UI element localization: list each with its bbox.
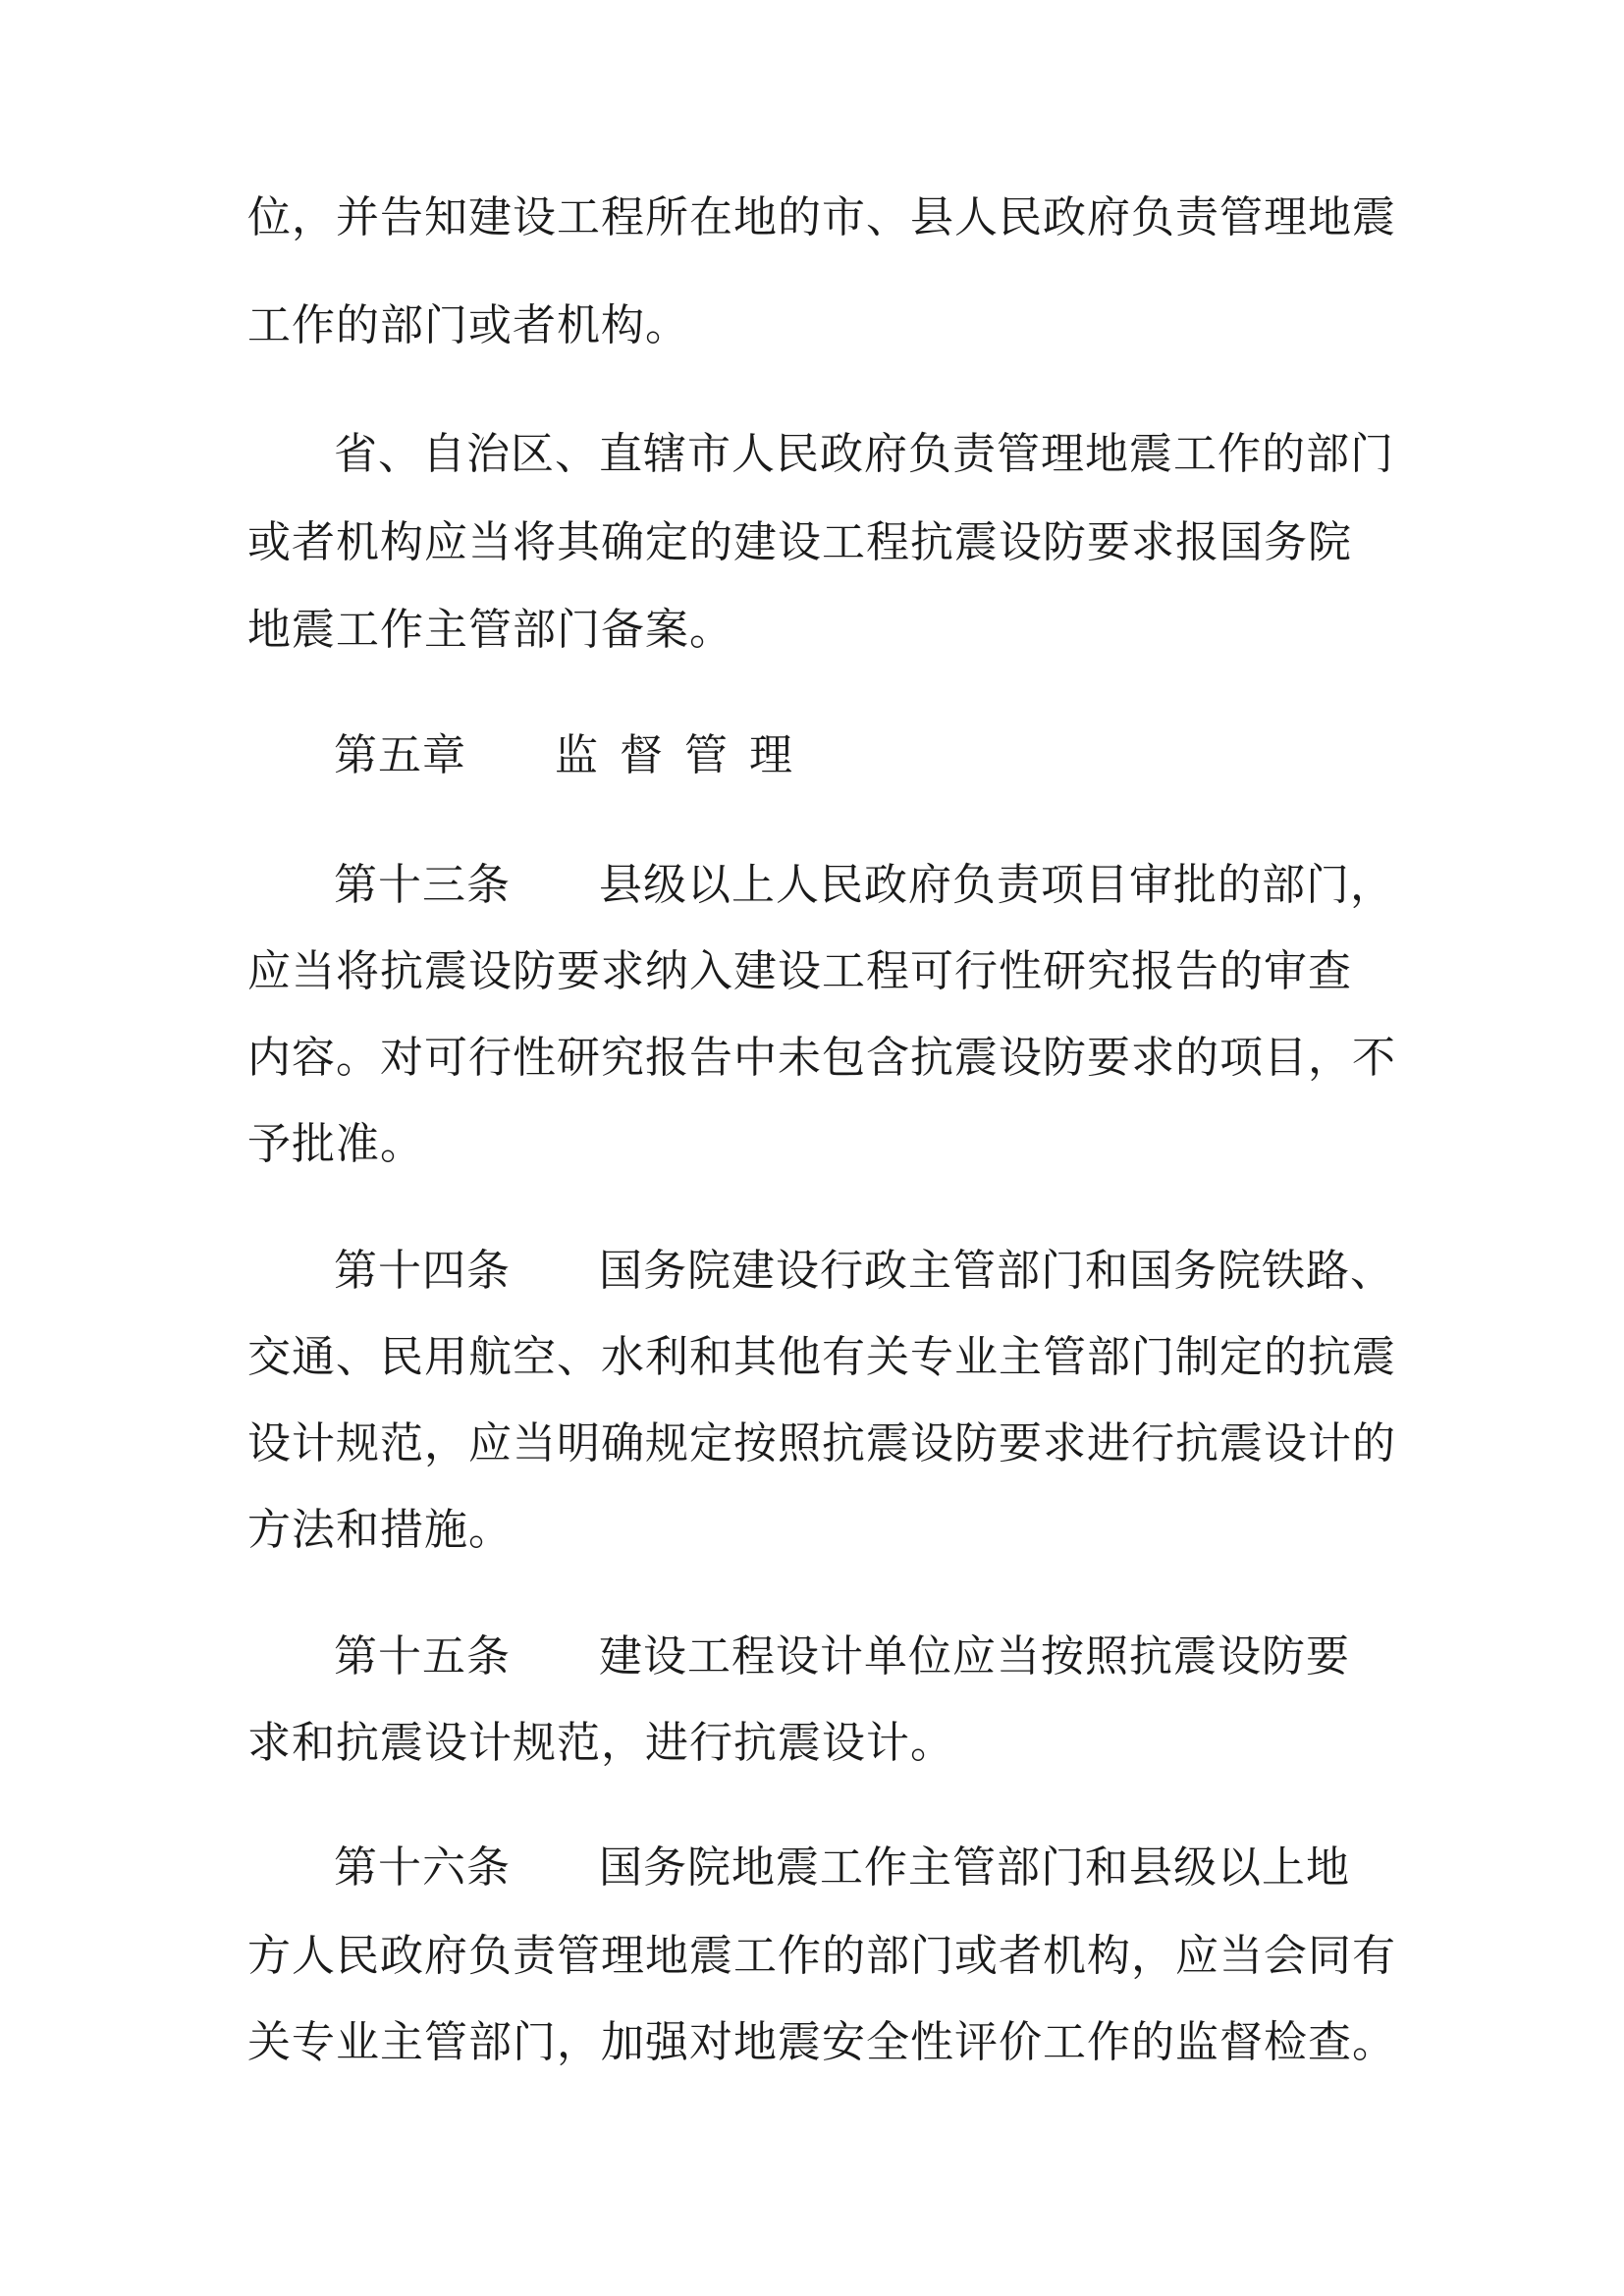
article-line: 求和抗震设计规范，进行抗震设计。 — [247, 1718, 954, 1768]
paragraph-line: 地震工作主管部门备案。 — [247, 605, 733, 655]
article-first-line — [334, 1628, 1350, 1686]
article-text: 国务院建设行政主管部门和国务院铁路、 — [599, 1246, 1394, 1296]
article-number: 第十六条 — [334, 1842, 511, 1893]
article-number: 第十三条 — [334, 860, 511, 910]
article-line: 关专业主管部门，加强对地震安全性评价工作的监督检查。 — [247, 2017, 1396, 2067]
paragraph-line: 省、自治区、直辖市人民政府负责管理地震工作的部门 — [334, 429, 1394, 479]
article-line: 应当将抗震设防要求纳入建设工程可行性研究报告的审查 — [247, 946, 1352, 996]
article-first-line — [334, 1242, 1394, 1301]
article-line: 内容。对可行性研究报告中未包含抗震设防要求的项目，不 — [247, 1033, 1396, 1083]
article-number: 第十五条 — [334, 1631, 511, 1682]
article-line: 方法和措施。 — [247, 1505, 513, 1555]
article-first-line — [334, 1839, 1350, 1897]
article-line: 设计规范，应当明确规定按照抗震设防要求进行抗震设计的 — [247, 1418, 1396, 1468]
article-text: 县级以上人民政府负责项目审批的部门， — [599, 860, 1394, 910]
article-text: 建设工程设计单位应当按照抗震设防要 — [599, 1631, 1350, 1682]
paragraph-line: 位，并告知建设工程所在地的市、县人民政府负责管理地震 — [247, 192, 1396, 242]
paragraph-line: 工作的部门或者机构。 — [247, 300, 689, 350]
chapter-title: 监督管理 — [555, 730, 814, 780]
article-line: 交通、民用航空、水利和其他有关专业主管部门制定的抗震 — [247, 1332, 1396, 1382]
paragraph-line: 或者机构应当将其确定的建设工程抗震设防要求报国务院 — [247, 517, 1352, 567]
article-number: 第十四条 — [334, 1246, 511, 1296]
article-first-line — [334, 856, 1394, 915]
article-line: 方人民政府负责管理地震工作的部门或者机构，应当会同有 — [247, 1931, 1396, 1981]
article-text: 国务院地震工作主管部门和县级以上地 — [599, 1842, 1350, 1893]
chapter-number: 第五章 — [334, 730, 466, 780]
article-line: 予批准。 — [247, 1119, 424, 1169]
chapter-heading — [334, 726, 814, 785]
